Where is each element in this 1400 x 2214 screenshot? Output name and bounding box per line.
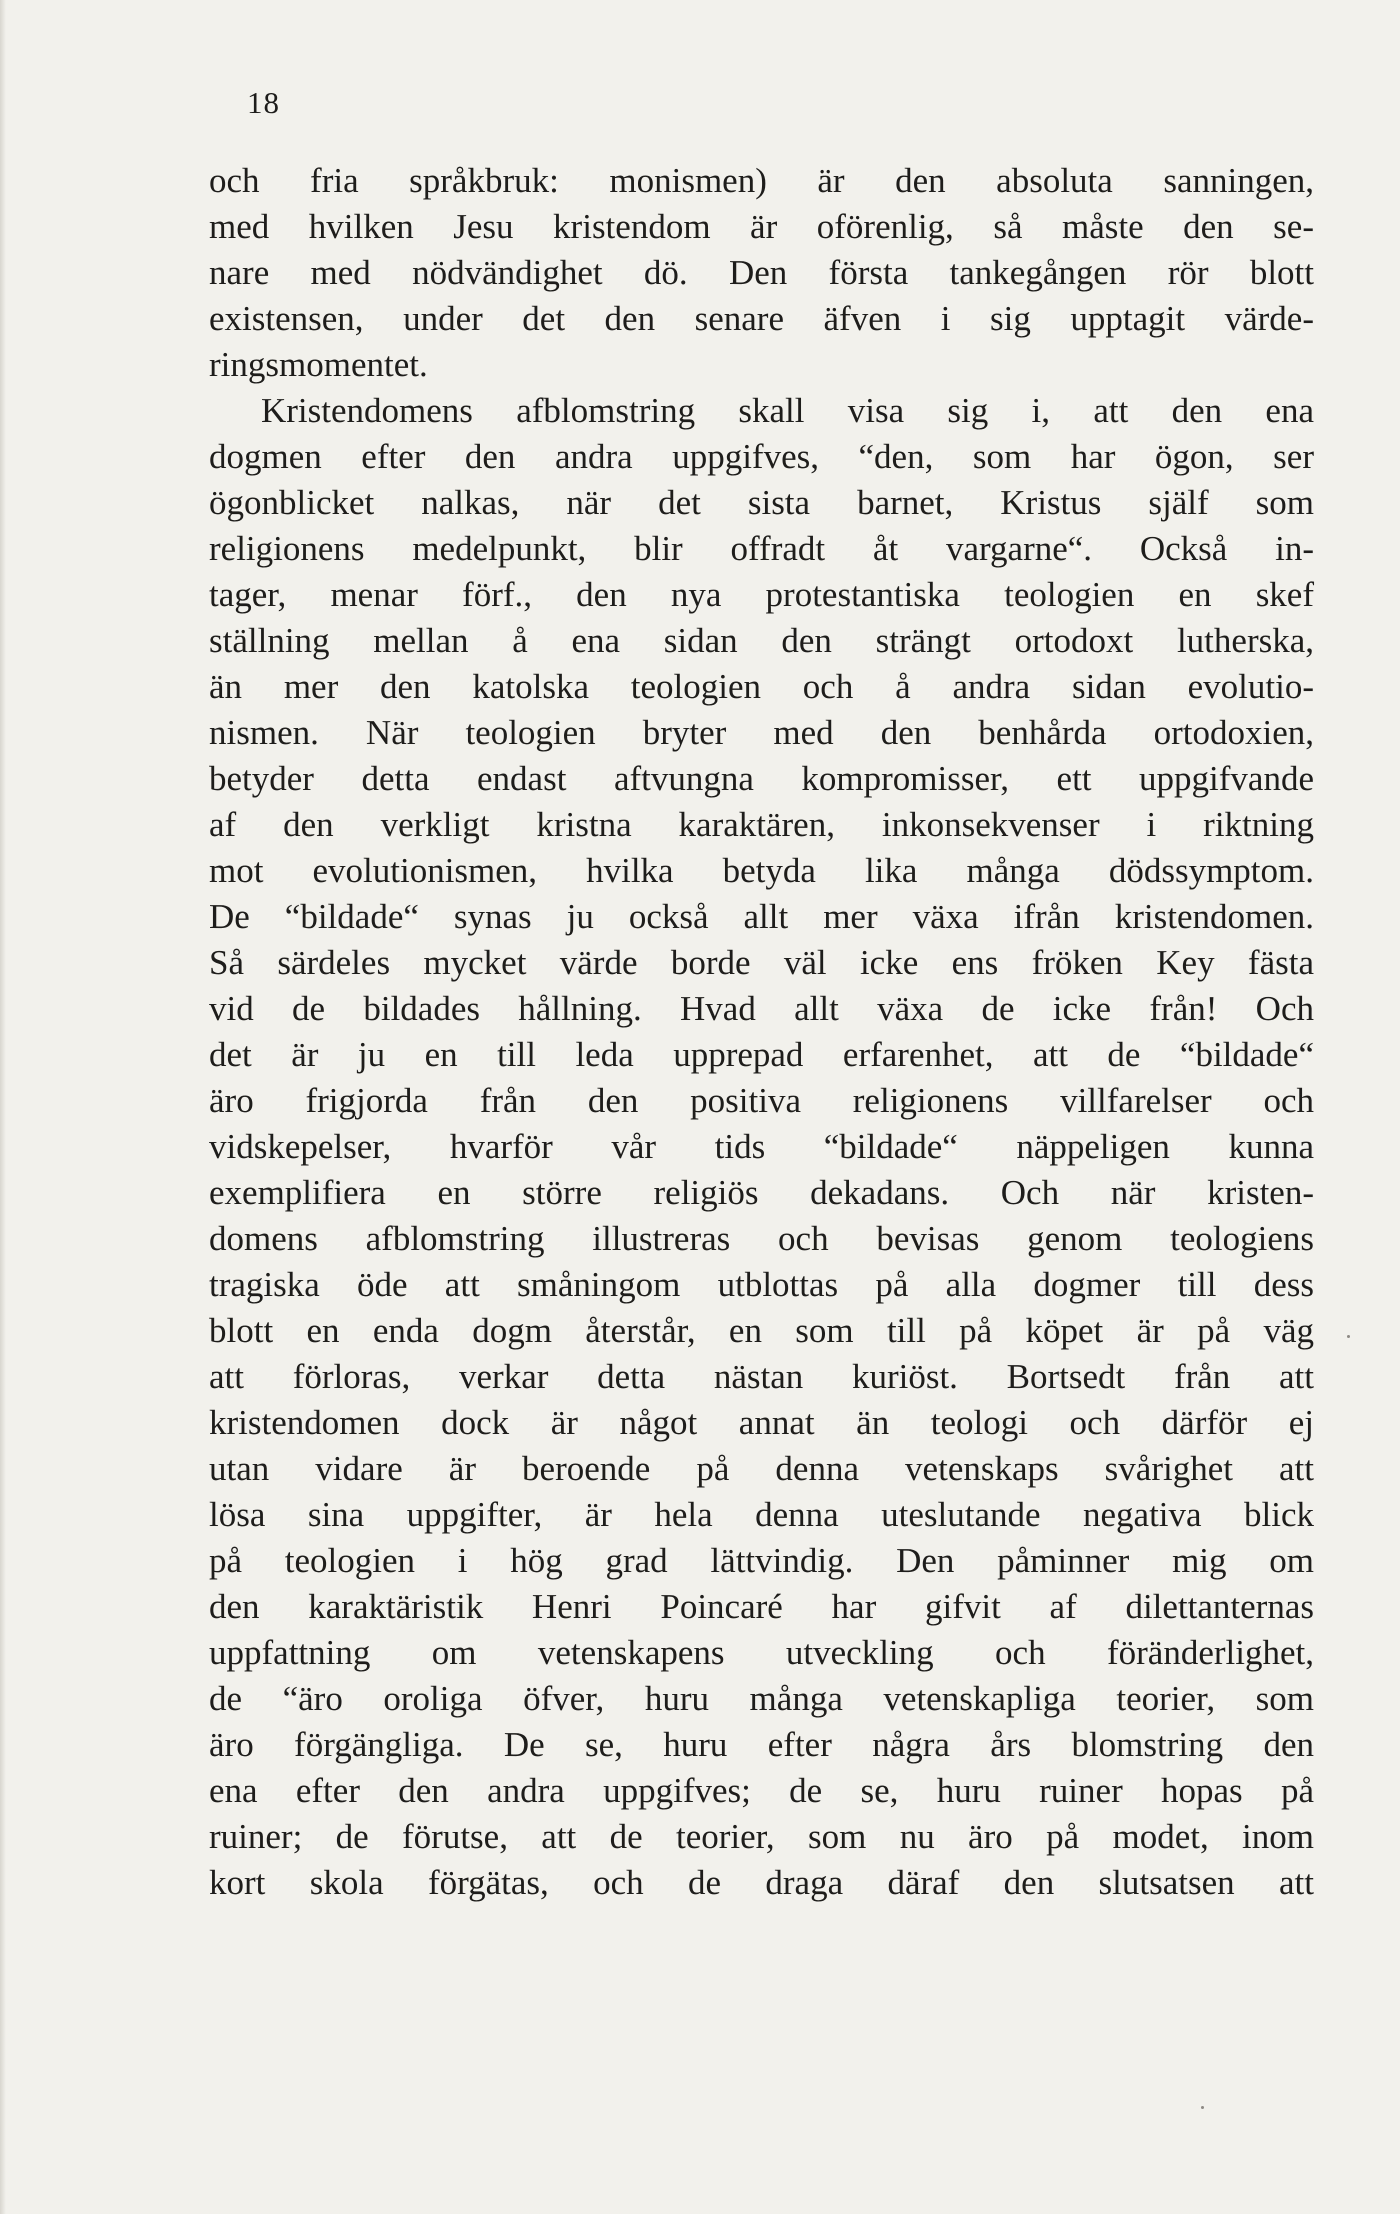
body-text [209, 158, 1314, 1906]
text-line: af den verkligt kristna karaktären, inkonsekvenser i riktning [209, 805, 1314, 844]
paper-speck [1347, 1335, 1350, 1338]
text-line: kort skola förgätas, och de draga däraf den slutsatsen att [209, 1863, 1314, 1902]
text-line: på teologien i hög grad lättvindig. Den påminner mig om [209, 1541, 1314, 1580]
text-line: ringsmomentet. [209, 345, 428, 384]
text-line: De “bildade“ synas ju också allt mer växa ifrån kristendomen. [209, 897, 1314, 936]
text-line: ställning mellan å ena sidan den strängt ortodoxt lutherska, [209, 621, 1314, 660]
page-edge-shadow [0, 0, 6, 2214]
text-line: kristendomen dock är något annat än teologi och därför ej [209, 1403, 1314, 1442]
text-line: existensen, under det den senare äfven i sig upptagit värde- [209, 299, 1314, 338]
text-line: ena efter den andra uppgifves; de se, huru ruiner hopas på [209, 1771, 1314, 1810]
text-line: nare med nödvändighet dö. Den första tankegången rör blott [209, 253, 1314, 292]
text-line: exemplifiera en större religiös dekadans. Och när kristen- [209, 1173, 1314, 1212]
text-line: den karaktäristik Henri Poincaré har gifvit af dilettanternas [209, 1587, 1314, 1626]
text-line: utan vidare är beroende på denna vetenskaps svårighet att [209, 1449, 1314, 1488]
text-line: lösa sina uppgifter, är hela denna uteslutande negativa blick [209, 1495, 1314, 1534]
text-line: domens afblomstring illustreras och bevisas genom teologiens [209, 1219, 1314, 1258]
text-line: vidskepelser, hvarför vår tids “bildade“ näppeligen kunna [209, 1127, 1314, 1166]
text-line: betyder detta endast aftvungna kompromisser, ett uppgifvande [209, 759, 1314, 798]
text-line: att förloras, verkar detta nästan kuriöst. Bortsedt från att [209, 1357, 1314, 1396]
text-line: än mer den katolska teologien och å andra sidan evolutio- [209, 667, 1314, 706]
text-line: religionens medelpunkt, blir offradt åt vargarne“. Också in- [209, 529, 1314, 568]
page-number: 18 [247, 85, 280, 120]
text-line: tager, menar förf., den nya protestantiska teologien en skef [209, 575, 1314, 614]
text-line: ögonblicket nalkas, när det sista barnet, Kristus själf som [209, 483, 1314, 522]
paper-speck [1201, 2106, 1204, 2109]
text-line: äro frigjorda från den positiva religionens villfarelser och [209, 1081, 1314, 1120]
text-line: äro förgängliga. De se, huru efter några års blomstring den [209, 1725, 1314, 1764]
text-line: nismen. När teologien bryter med den benhårda ortodoxien, [209, 713, 1314, 752]
text-line: Så särdeles mycket värde borde väl icke ens fröken Key fästa [209, 943, 1314, 982]
text-line: dogmen efter den andra uppgifves, “den, som har ögon, ser [209, 437, 1314, 476]
text-line: mot evolutionismen, hvilka betyda lika många dödssymptom. [209, 851, 1314, 890]
text-line: det är ju en till leda upprepad erfarenhet, att de “bildade“ [209, 1035, 1314, 1074]
text-line: ruiner; de förutse, att de teorier, som nu äro på modet, inom [209, 1817, 1314, 1856]
text-line: vid de bildades hållning. Hvad allt växa de icke från! Och [209, 989, 1314, 1028]
text-line: Kristendomens afblomstring skall visa sig i, att den ena [261, 391, 1314, 430]
text-line: med hvilken Jesu kristendom är oförenlig, så måste den se- [209, 207, 1314, 246]
text-line: de “äro oroliga öfver, huru många vetenskapliga teorier, som [209, 1679, 1314, 1718]
text-line: tragiska öde att småningom utblottas på alla dogmer till dess [209, 1265, 1314, 1304]
text-line: uppfattning om vetenskapens utveckling och föränderlighet, [209, 1633, 1314, 1672]
text-line: och fria språkbruk: monismen) är den absoluta sanningen, [209, 161, 1314, 200]
text-line: blott en enda dogm återstår, en som till på köpet är på väg [209, 1311, 1314, 1350]
